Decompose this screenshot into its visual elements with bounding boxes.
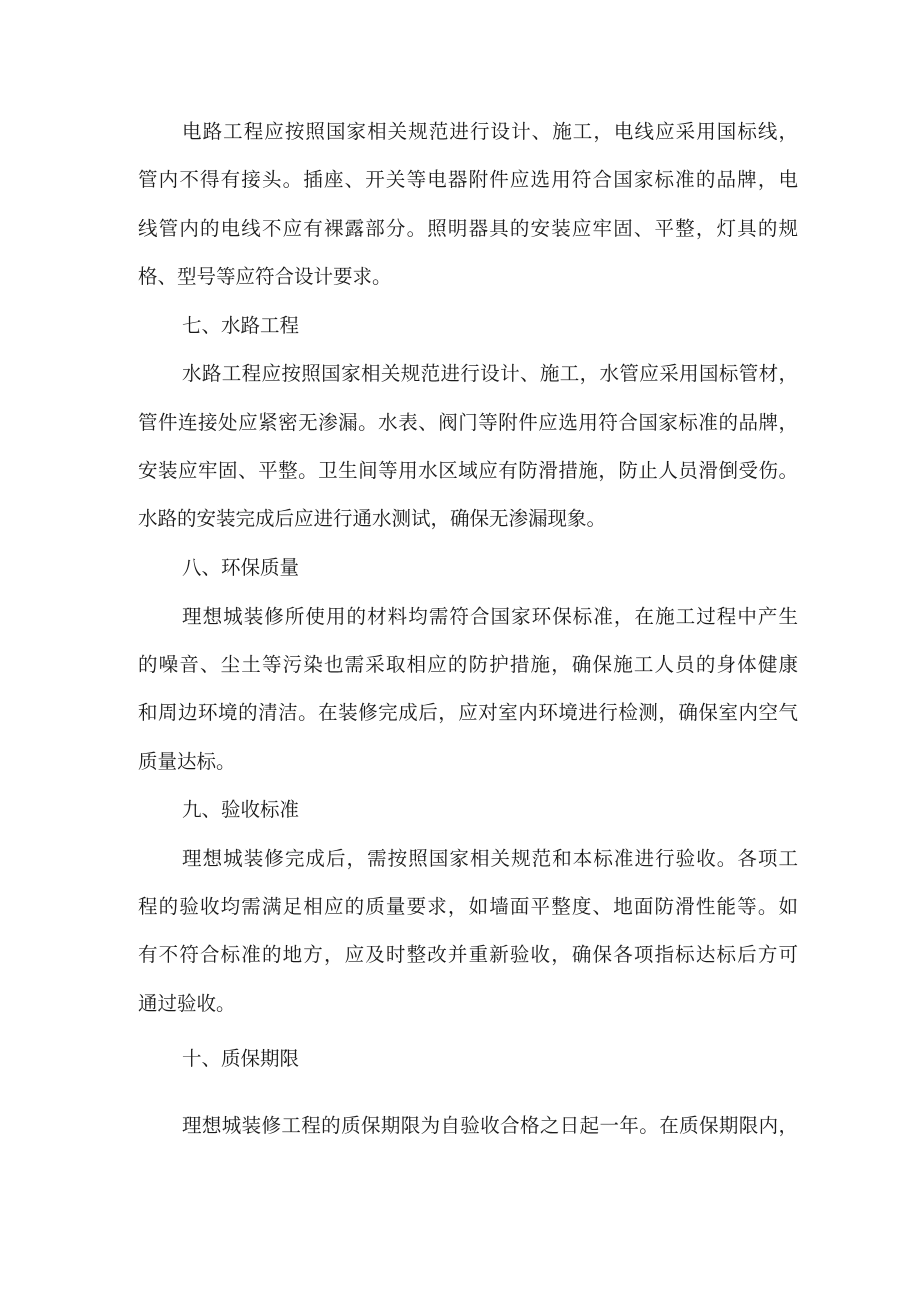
paragraph-accept-line-2: 程的验收均需满足相应的质量要求，如墙面平整度、地面防滑性能等。如 [138,895,798,918]
paragraph-electrical-line-1: 电路工程应按照国家相关规范进行设计、施工，电线应采用国标线， [182,120,798,143]
paragraph-warranty-line-1: 理想城装修工程的质保期限为自验收合格之日起一年。在质保期限内， [182,1114,798,1137]
paragraph-water-line-1: 水路工程应按照国家相关规范进行设计、施工，水管应采用国标管材， [182,362,798,385]
section-heading-water: 七、水路工程 [182,314,300,337]
section-heading-acceptance: 九、验收标准 [182,798,300,821]
paragraph-water-line-4: 水路的安装完成后应进行通水测试，确保无渗漏现象。 [138,507,607,530]
paragraph-accept-line-4: 通过验收。 [138,992,236,1015]
paragraph-water-line-3: 安装应牢固、平整。卫生间等用水区域应有防滑措施，防止人员滑倒受伤。 [138,459,798,482]
section-heading-environment: 八、环保质量 [182,556,300,579]
paragraph-electrical-line-4: 格、型号等应符合设计要求。 [138,265,392,288]
paragraph-electrical-line-3: 线管内的电线不应有裸露部分。照明器具的安装应牢固、平整，灯具的规 [138,217,798,240]
section-heading-warranty: 十、质保期限 [182,1047,300,1070]
paragraph-accept-line-3: 有不符合标准的地方，应及时整改并重新验收，确保各项指标达标后方可 [138,943,798,966]
paragraph-env-line-2: 的噪音、尘土等污染也需采取相应的防护措施，确保施工人员的身体健康 [138,653,798,676]
paragraph-env-line-1: 理想城装修所使用的材料均需符合国家环保标准，在施工过程中产生 [182,605,798,628]
paragraph-water-line-2: 管件连接处应紧密无渗漏。水表、阀门等附件应选用符合国家标准的品牌， [138,411,798,434]
paragraph-electrical-line-2: 管内不得有接头。插座、开关等电器附件应选用符合国家标准的品牌，电 [138,168,798,191]
paragraph-env-line-4: 质量达标。 [138,750,236,773]
paragraph-env-line-3: 和周边环境的清洁。在装修完成后，应对室内环境进行检测，确保室内空气 [138,701,798,724]
paragraph-accept-line-1: 理想城装修完成后，需按照国家相关规范和本标准进行验收。各项工 [182,847,798,870]
